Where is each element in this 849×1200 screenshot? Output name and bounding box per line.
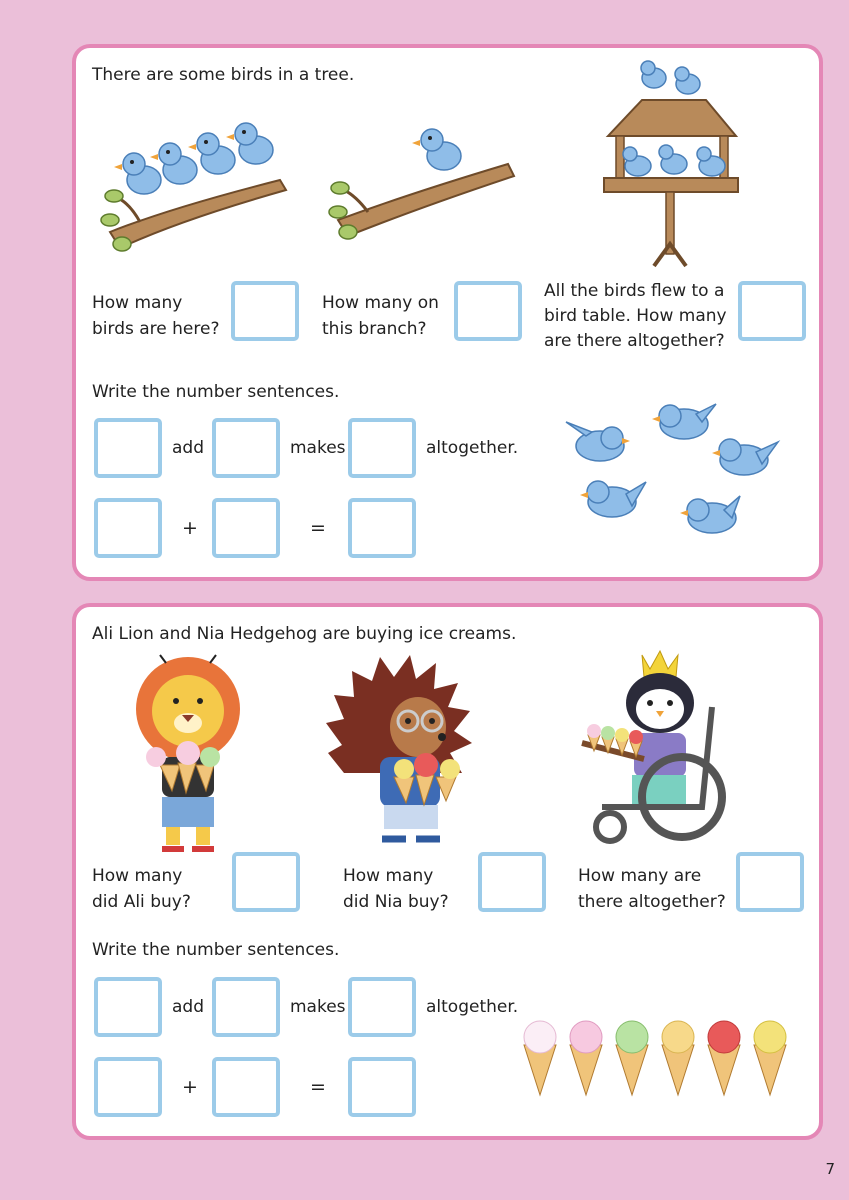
penguin-in-wheelchair-illustration	[572, 647, 740, 853]
birds-on-branch-illustration	[100, 120, 300, 260]
ice-cream-question-1-line-1: How many	[92, 866, 183, 886]
birds-number-sentence-box-1[interactable]	[94, 498, 162, 558]
ice-cream-write-instruction: Write the number sentences.	[92, 940, 340, 960]
birds-question-2-line-1: How many on	[322, 293, 439, 313]
birds-write-instruction: Write the number sentences.	[92, 382, 340, 402]
ice-cream-word-sentence-box-3[interactable]	[348, 977, 416, 1037]
birds-add-word: add	[172, 438, 204, 458]
birds-word-sentence-box-3[interactable]	[348, 418, 416, 478]
ice-cream-number-sentence-box-3[interactable]	[348, 1057, 416, 1117]
ice-cream-cones-illustration	[520, 1017, 794, 1097]
nia-bought-answer-box[interactable]	[478, 852, 546, 912]
birds-word-sentence-box-1[interactable]	[94, 418, 162, 478]
hedgehog-with-ice-creams-illustration	[324, 653, 480, 849]
ice-cream-intro: Ali Lion and Nia Hedgehog are buying ice creams.	[92, 624, 517, 644]
bird-table-illustration	[602, 64, 742, 270]
birds-here-answer-box[interactable]	[231, 281, 299, 341]
ice-cream-number-sentence-box-1[interactable]	[94, 1057, 162, 1117]
ice-cream-makes-word: makes	[290, 997, 346, 1017]
ice-cream-word-sentence-box-1[interactable]	[94, 977, 162, 1037]
ice-cream-word-sentence-box-2[interactable]	[212, 977, 280, 1037]
ice-cream-question-1-line-2: did Ali buy?	[92, 892, 191, 912]
ice-cream-add-word: add	[172, 997, 204, 1017]
birds-altogether-answer-box[interactable]	[738, 281, 806, 341]
birds-intro: There are some birds in a tree.	[92, 65, 355, 85]
ice-cream-question-2-line-1: How many	[343, 866, 434, 886]
birds-question-3-line-3: are there altogether?	[544, 331, 725, 351]
birds-question-3-line-1: All the birds flew to a	[544, 281, 725, 301]
ice-cream-question-3-line-1: How many are	[578, 866, 702, 886]
ice-cream-plus-sign: +	[182, 1076, 198, 1098]
ice-cream-altogether-word: altogether.	[426, 997, 519, 1017]
birds-altogether-word: altogether.	[426, 438, 519, 458]
ice-cream-question-2-line-2: did Nia buy?	[343, 892, 449, 912]
page-number: 7	[825, 1160, 835, 1178]
birds-question-1-line-1: How many	[92, 293, 183, 313]
birds-plus-sign: +	[182, 517, 198, 539]
birds-question-2-line-2: this branch?	[322, 319, 427, 339]
birds-on-branch-answer-box[interactable]	[454, 281, 522, 341]
birds-equals-sign: =	[310, 517, 326, 539]
ice-cream-question-3-line-2: there altogether?	[578, 892, 726, 912]
ice-cream-number-sentence-box-2[interactable]	[212, 1057, 280, 1117]
ice-creams-altogether-answer-box[interactable]	[736, 852, 804, 912]
bird-on-branch-illustration	[328, 124, 518, 244]
ali-bought-answer-box[interactable]	[232, 852, 300, 912]
lion-with-ice-creams-illustration	[126, 653, 250, 853]
birds-question-3-line-2: bird table. How many	[544, 306, 727, 326]
birds-word-sentence-box-2[interactable]	[212, 418, 280, 478]
birds-number-sentence-box-3[interactable]	[348, 498, 416, 558]
birds-makes-word: makes	[290, 438, 346, 458]
birds-question-panel	[72, 44, 823, 581]
flying-birds-illustration	[556, 402, 788, 552]
birds-question-1-line-2: birds are here?	[92, 319, 220, 339]
ice-cream-equals-sign: =	[310, 1076, 326, 1098]
ice-cream-question-panel	[72, 603, 823, 1140]
birds-number-sentence-box-2[interactable]	[212, 498, 280, 558]
